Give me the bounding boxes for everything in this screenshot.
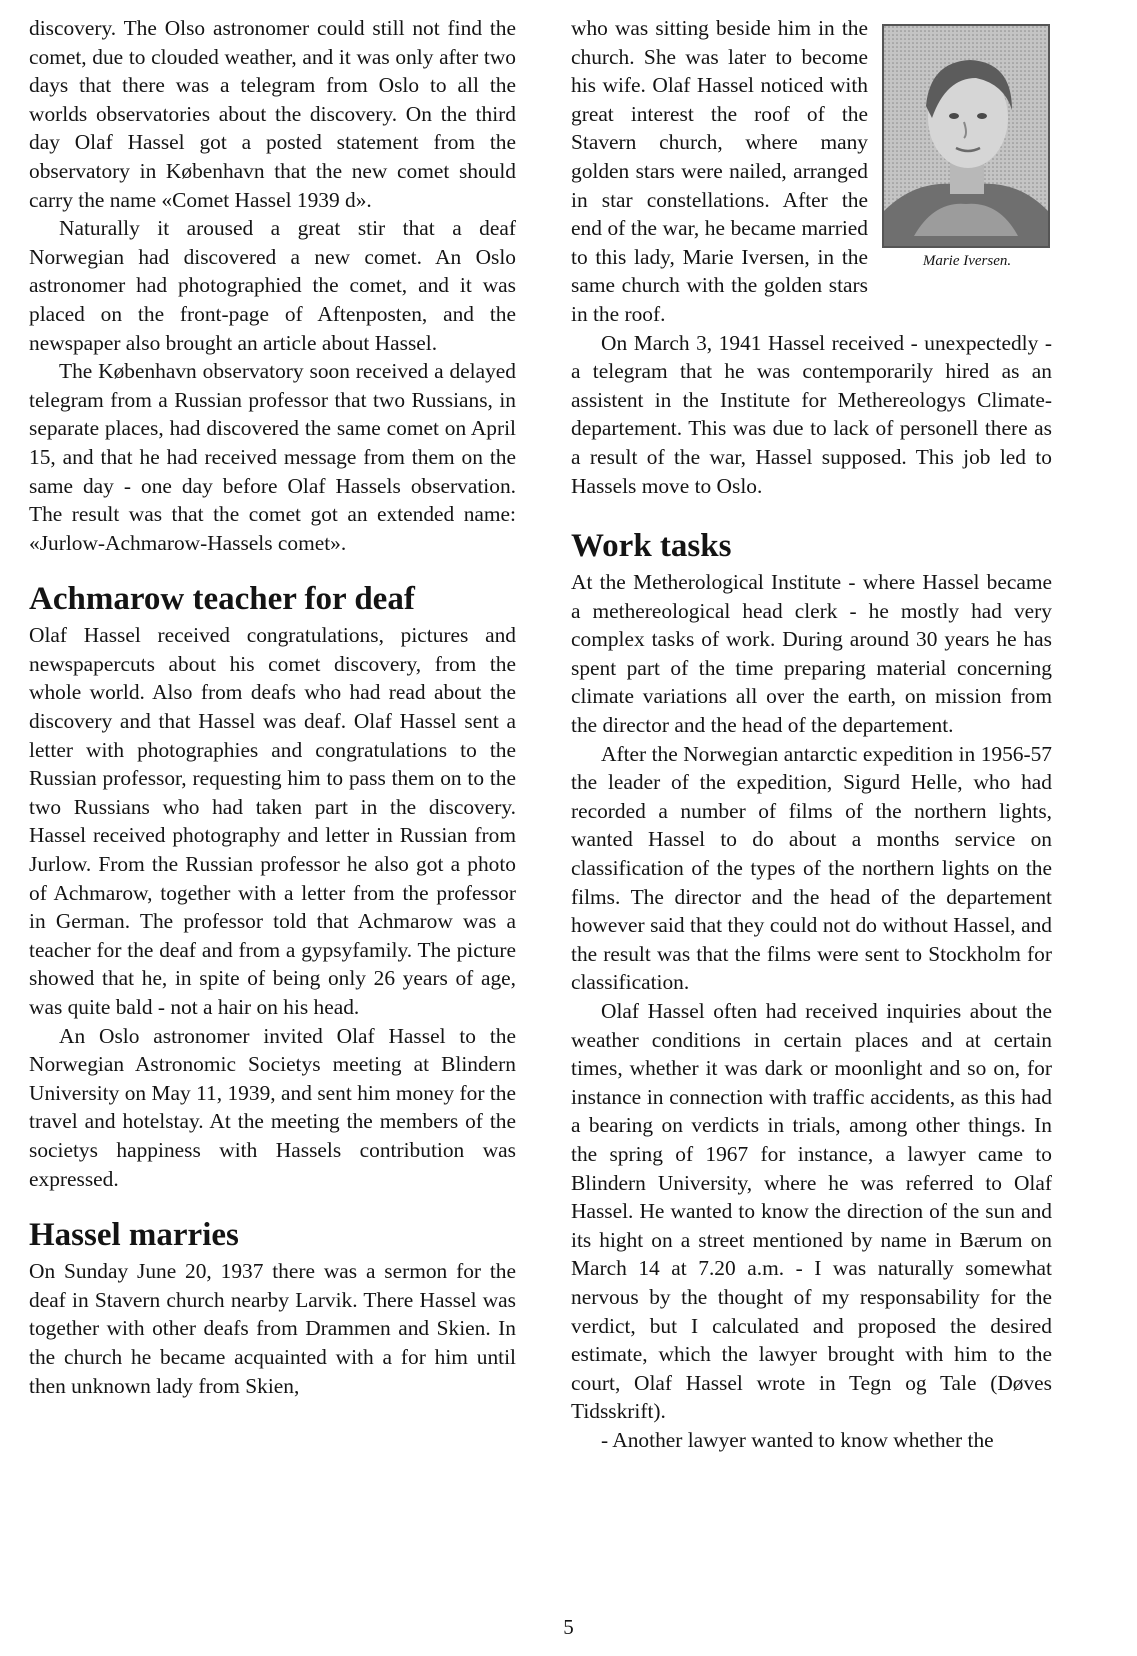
paragraph: Olaf Hassel received congratulations, pictures and newspapercuts about his comet discovery, from the whole world. Also from deafs who had read about the discovery and that Hassel was deaf. Olaf Hassel sent a letter with photographies and congratulations to the Russian professor, requesting him to pass them on to the two Russians who had taken part in the discovery. Hassel received photography and letter in Russian from Jurlow. From the Russian professor he also got a photo of Achmarow, together with a letter from the professor in German. The professor told that Achmarow was a teacher for the deaf and from a gypsyfamily. The picture showed that he, in spite of being only 26 years of age, was quite bald - not a hair on his head. xyxy=(29,623,516,1019)
left-column xyxy=(29,14,516,1400)
paragraph: Olaf Hassel often had received inquiries about the weather conditions in certain places and at certain times, whether it was dark or moonlight and so on, for instance in connection with traffic accidents, as this had a bearing on verdicts in trials, among other things. In the spring of 1967 for instance, a lawyer came to Blindern University, where he was referred to Olaf Hassel. He wanted to know the direction of the sun and its hight on a street mentioned by name in Bærum on March 14 at 7.20 a.m. - I was naturally somewhat nervous by the thought of my responsability for the verdict, but I calculated and proposed the desired estimate, which the lawyer brought with him to the court, Olaf Hassel wrote in Tegn og Tale (Døves Tidsskrift). xyxy=(571,999,1052,1424)
paragraph: discovery. The Olso astronomer could still not find the comet, due to clouded weather, and it was only after two days that there was a telegram from Oslo to all the worlds observatories about the discovery. On the third day Olaf Hassel got a posted statement from the observatory in København that the new comet should carry the name «Comet Hassel 1939 d». xyxy=(29,16,516,212)
page-number: 5 xyxy=(563,1615,574,1639)
section-heading: Achmarow teacher for deaf xyxy=(29,581,415,618)
paragraph: Naturally it aroused a great stir that a deaf Norwegian had discovered a new comet. An Oslo astronomer had photographied the comet, and it was placed on the front-page of Aftenposten, and the newspaper also brought an article about Hassel. xyxy=(29,216,516,355)
paragraph: At the Metherological Institute - where Hassel became a methereological head clerk - he mostly had very complex tasks of work. During around 30 years he has spent part of the time preparing material concerning climate variations all over the earth, on mission from the director and the head of the departement. xyxy=(571,570,1052,738)
right-column xyxy=(571,14,1052,1455)
section-heading: Hassel marries xyxy=(29,1217,239,1254)
paragraph: - Another lawyer wanted to know whether the xyxy=(601,1427,994,1452)
paragraph: After the Norwegian antarctic expedition in 1956-57 the leader of the expedition, Sigurd Helle, who had recorded a number of films of the northern lights, wanted Hassel to do about a months service on classification of the types of the northern lights on the films. The director and the head of the departement however said that they could not do without Hassel, and the result was that the films were sent to Stockholm for classification. xyxy=(571,741,1052,995)
paragraph: The København observatory soon received a delayed telegram from a Russian professor that two Russians, in separate places, had discovered the same comet on April 15, and that he had received message from them on the same day - one day before Olaf Hassels observation. The result was that the comet got an extended name: «Jurlow-Achmarow-Hassels comet». xyxy=(29,359,516,555)
paragraph: An Oslo astronomer invited Olaf Hassel to the Norwegian Astronomic Societys meeting at Blindern University on May 11, 1939, and sent him money for the travel and hotelstay. At the meeting the members of the societys happiness with Hassels contribution was expressed. xyxy=(29,1023,516,1191)
section-heading: Work tasks xyxy=(571,528,732,565)
paragraph: who was sitting beside him in the church. She was later to become his wife. Olaf Hassel noticed with great interest the roof of the Stavern church, where many golden stars were nailed, arranged in star constellations. After the end of the war, he became married to this lady, Marie Iversen, in the same church with the golden stars in the roof. xyxy=(571,16,868,326)
portrait-figure xyxy=(882,24,1052,270)
portrait-photo xyxy=(882,24,1050,248)
paragraph: On March 3, 1941 Hassel received - unexpectedly - a telegram that he was contemporarily hired as an assistent in the Institute for Methereologys Climate-departement. This was due to lack of personell there as a result of the war, Hassel supposed. This job led to Hassels move to Oslo. xyxy=(571,330,1052,498)
photo-caption: Marie Iversen. xyxy=(922,253,1012,269)
paragraph: On Sunday June 20, 1937 there was a sermon for the deaf in Stavern church nearby Larvik. There Hassel was together with other deafs from Drammen and Skien. In the church he became acquainted with a for him until then unknown lady from Skien, xyxy=(29,1259,516,1398)
portrait-image xyxy=(884,26,1048,246)
